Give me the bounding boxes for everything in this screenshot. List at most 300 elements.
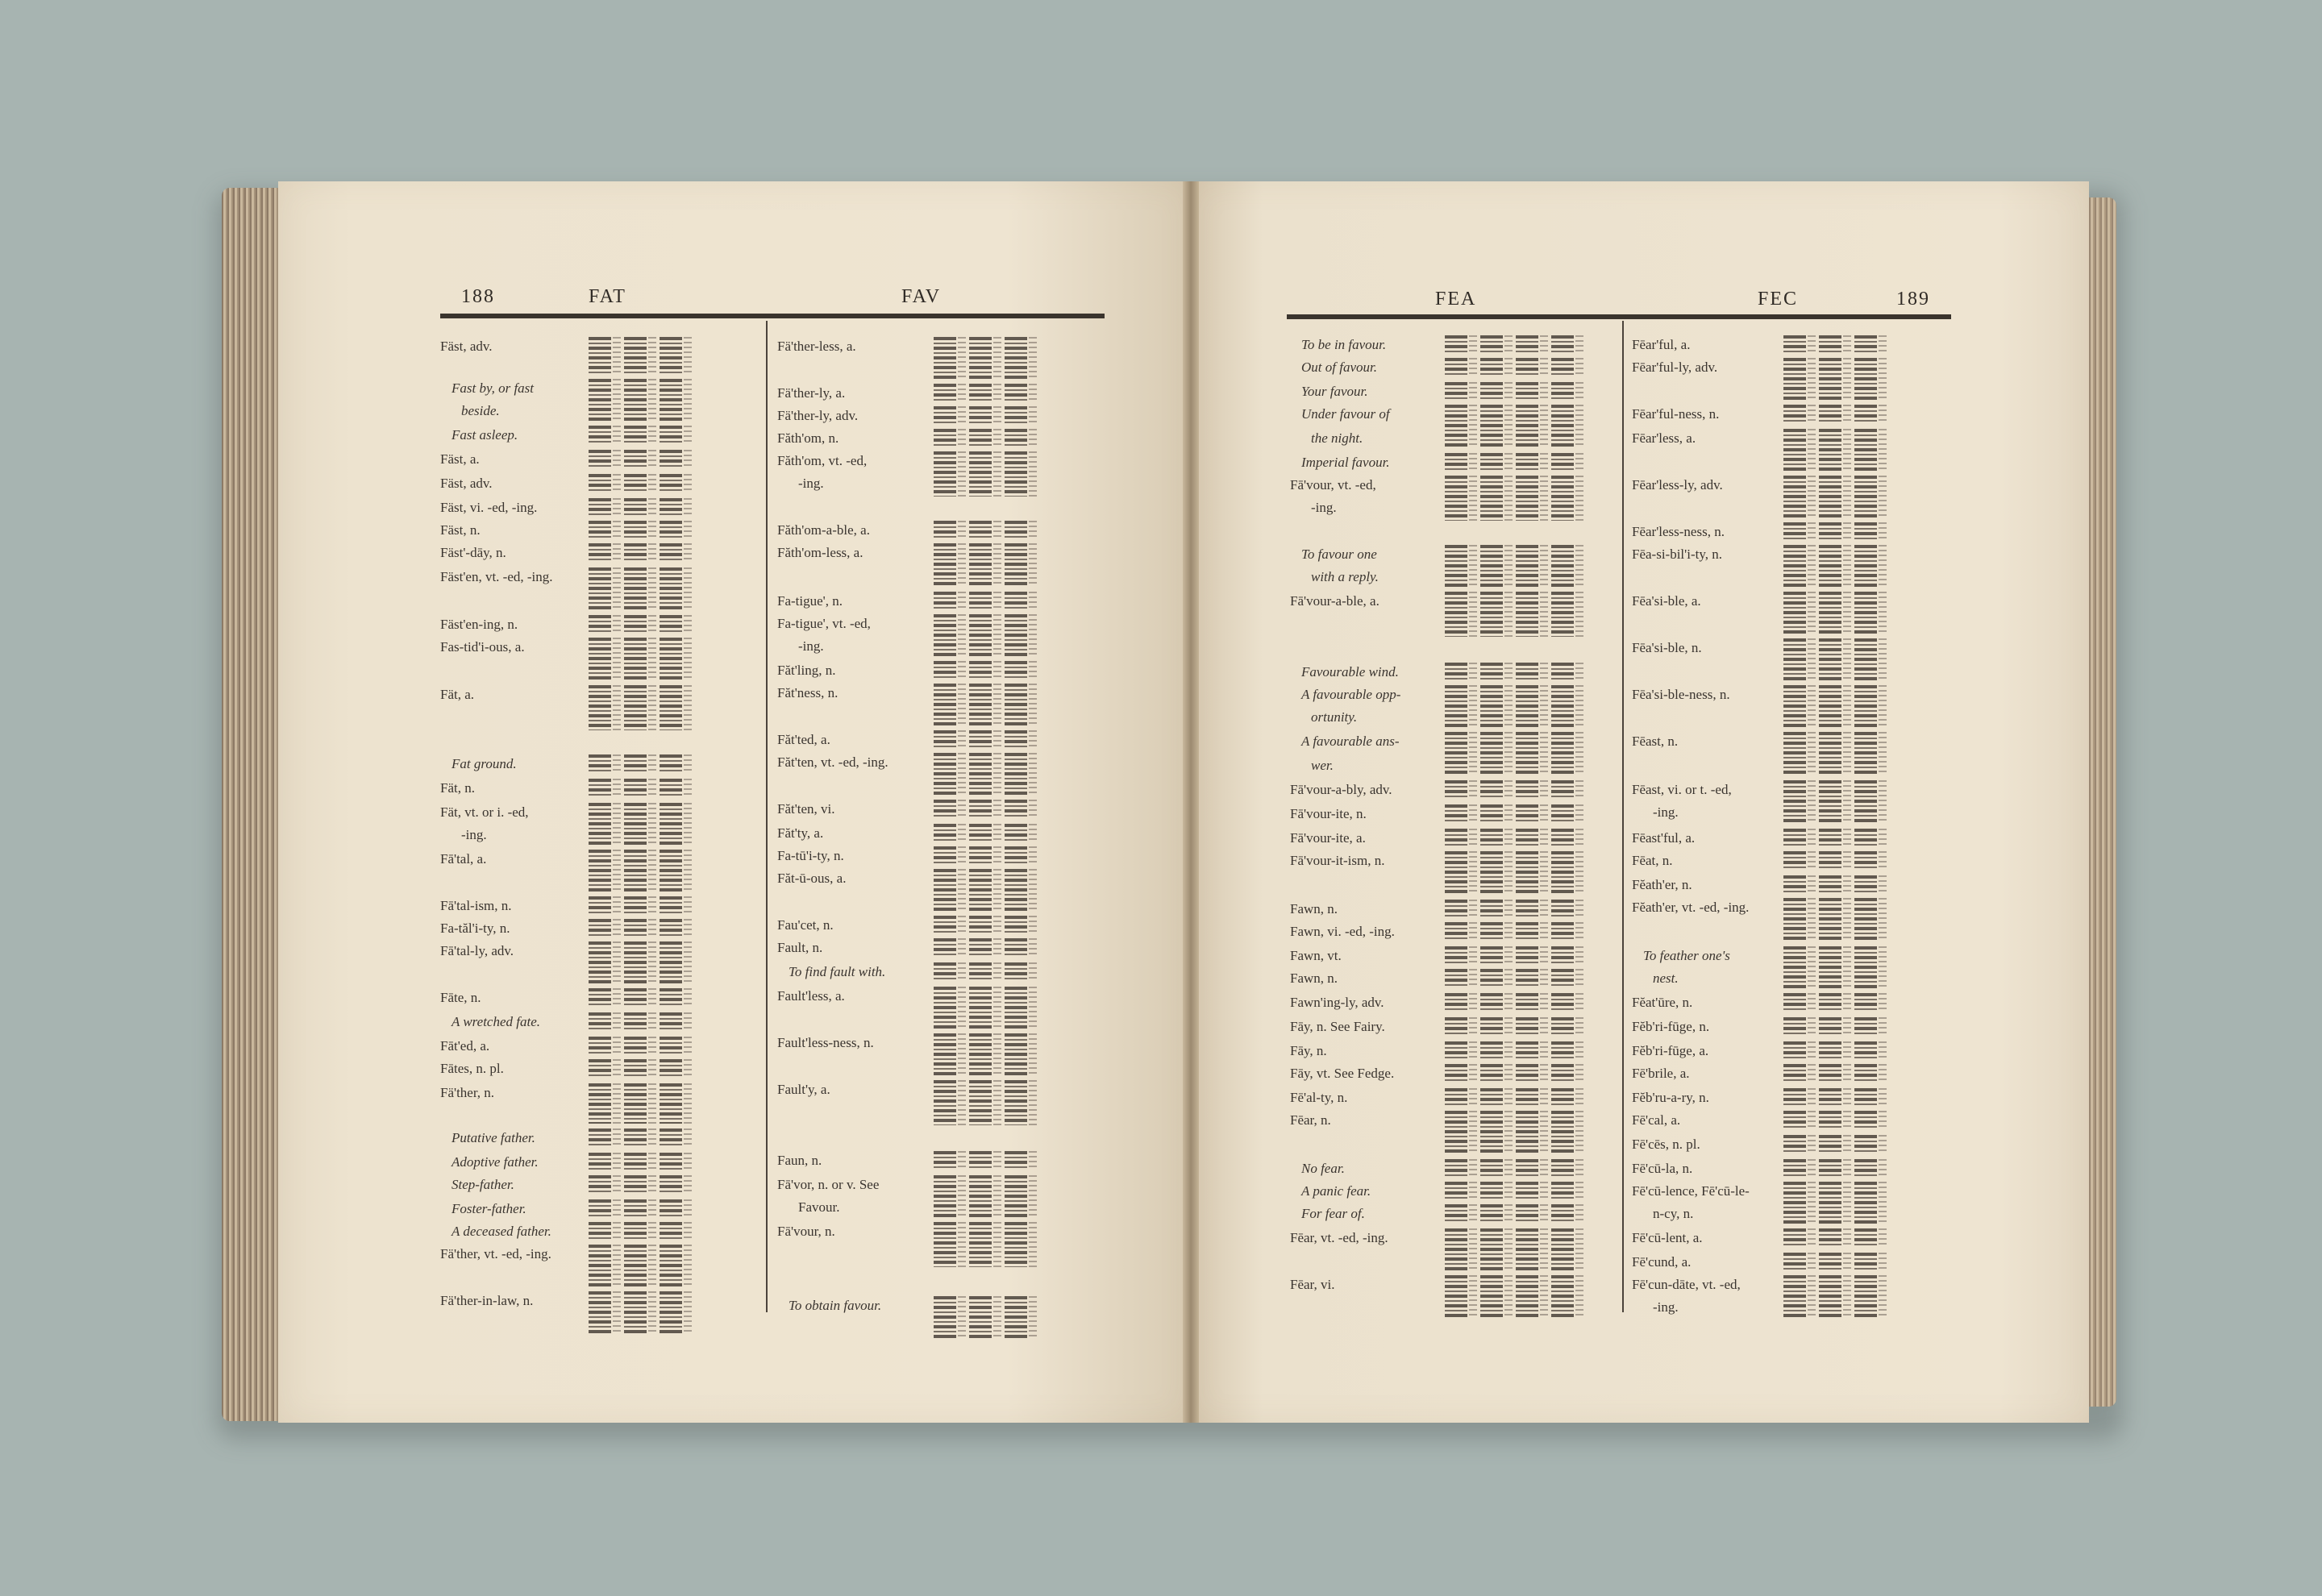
dictionary-headword: Fēast, vi. or t. -ed, [1632,782,1732,797]
japanese-gloss-text [624,1037,647,1056]
dictionary-headword: Fawn'ing-ly, adv. [1290,995,1384,1010]
japanese-gloss-text [1516,900,1538,919]
dictionary-headword: Fäst, a. [440,451,480,467]
japanese-gloss-text [1551,922,1574,941]
japanese-gloss-text [1551,851,1574,895]
japanese-gloss-text [589,337,611,374]
japanese-gloss-text [1445,1017,1467,1037]
japanese-gloss-text [1819,685,1841,727]
japanese-gloss-text [1516,592,1538,637]
japanese-gloss-text [660,567,682,610]
japanese-gloss-text [624,543,647,563]
left-page [278,181,1189,1423]
japanese-gloss-text [624,754,647,774]
dictionary-headword: Fē'cun-dāte, vt. -ed, [1632,1277,1741,1292]
japanese-gloss-text [1854,545,1877,587]
dictionary-headword: Fäst'-dāy, n. [440,545,506,560]
japanese-gloss-text [1480,1088,1503,1108]
japanese-gloss-text [969,962,992,982]
japanese-gloss-text [1480,993,1503,1012]
dictionary-headword: Făt'ty, a. [777,825,824,841]
right-page-number: 189 [1896,289,1930,310]
japanese-gloss-text [1516,732,1538,775]
dictionary-headword: Făt'ten, vt. -ed, -ing. [777,754,888,770]
dictionary-headword: Fēar'ful, a. [1632,337,1691,352]
dictionary-headword: A panic fear. [1301,1183,1371,1199]
japanese-gloss-text [1854,851,1877,871]
dictionary-headword: n-cy, n. [1653,1206,1694,1221]
dictionary-headword: To be in favour. [1301,337,1387,352]
japanese-gloss-text [1819,1111,1841,1130]
dictionary-headword: Fä'ther-ly, a. [777,385,846,401]
japanese-gloss-text [1445,1064,1467,1083]
japanese-gloss-text [624,1153,647,1172]
japanese-gloss-text [624,988,647,1008]
japanese-gloss-text [660,379,682,421]
japanese-gloss-text [1445,993,1467,1012]
japanese-gloss-text [624,638,647,680]
japanese-gloss-text [624,1199,647,1219]
japanese-gloss-text [934,1151,956,1170]
dictionary-headword: -ing. [798,638,824,654]
japanese-gloss-text [660,615,682,634]
japanese-gloss-text [1516,969,1538,988]
japanese-gloss-text [1854,1017,1877,1037]
japanese-gloss-text [1854,1064,1877,1083]
japanese-gloss-text [1005,451,1027,497]
japanese-gloss-text [1516,685,1538,727]
dictionary-headword: Fĕat'ūre, n. [1632,995,1693,1010]
japanese-gloss-text [660,337,682,374]
japanese-gloss-text [1516,1088,1538,1108]
japanese-gloss-text [1819,1088,1841,1108]
japanese-gloss-text [589,543,611,563]
dictionary-headword: Fault'less-ness, n. [777,1035,874,1050]
japanese-gloss-text [1005,962,1027,982]
japanese-gloss-text [1783,780,1806,824]
japanese-gloss-text [589,1059,611,1079]
japanese-gloss-text [969,1080,992,1125]
japanese-gloss-text [624,1059,647,1079]
japanese-gloss-text [624,1012,647,1032]
right-guide-word-first: FEA [1435,289,1477,310]
dictionary-headword: Fau'cet, n. [777,917,834,933]
japanese-gloss-text [1480,335,1503,355]
dictionary-headword: Fāy, n. See Fairy. [1290,1019,1385,1034]
japanese-gloss-text [1480,1182,1503,1201]
japanese-gloss-text [660,803,682,845]
japanese-gloss-text [1445,946,1467,966]
dictionary-headword: Făt'ling, n. [777,663,836,678]
japanese-gloss-text [1005,429,1027,448]
japanese-gloss-text [1551,1228,1574,1270]
japanese-gloss-text [1005,543,1027,587]
japanese-gloss-text [589,638,611,680]
japanese-gloss-text [1854,946,1877,988]
japanese-gloss-text [624,337,647,374]
right-column-divider [1622,321,1624,1312]
japanese-gloss-text [1005,521,1027,540]
dictionary-headword: To find fault with. [789,964,886,979]
japanese-gloss-text [934,962,956,982]
japanese-gloss-text [660,1245,682,1286]
japanese-gloss-text [1854,335,1877,355]
dictionary-headword: Fäst, vi. -ed, -ing. [440,500,538,515]
dictionary-headword: Fēar, n. [1290,1112,1331,1128]
dictionary-headword: Fast asleep. [452,427,518,443]
japanese-gloss-text [934,916,956,935]
japanese-gloss-text [1516,780,1538,800]
japanese-gloss-text [1854,522,1877,542]
japanese-gloss-text [969,987,992,1029]
japanese-gloss-text [1480,545,1503,587]
dictionary-headword: Fā'vour, n. [777,1224,835,1239]
japanese-gloss-text [1516,1017,1538,1037]
japanese-gloss-text [1480,732,1503,775]
japanese-gloss-text [934,753,956,795]
japanese-gloss-text [1516,1204,1538,1224]
dictionary-headword: A favourable opp- [1301,687,1401,702]
japanese-gloss-text [969,800,992,819]
japanese-gloss-text [934,987,956,1029]
dictionary-headword: Fēar'ful-ness, n. [1632,406,1720,422]
japanese-gloss-text [934,429,956,448]
page-edges-right [2089,197,2116,1407]
japanese-gloss-text [1516,453,1538,472]
japanese-gloss-text [1783,335,1806,355]
japanese-gloss-text [934,824,956,843]
japanese-gloss-text [1480,1159,1503,1178]
dictionary-headword: Fault, n. [777,940,823,955]
japanese-gloss-text [1551,453,1574,472]
japanese-gloss-text [1480,829,1503,848]
japanese-gloss-text [1005,753,1027,795]
japanese-gloss-text [1480,1275,1503,1319]
dictionary-headword: Out of favour. [1301,360,1377,375]
japanese-gloss-text [1783,829,1806,848]
japanese-gloss-text [660,896,682,916]
dictionary-headword: Fät, a. [440,687,475,702]
japanese-gloss-text [1819,429,1841,471]
japanese-gloss-text [934,1222,956,1267]
japanese-gloss-text [1516,1275,1538,1319]
japanese-gloss-text [969,384,992,403]
dictionary-headword: Fē'cund, a. [1632,1254,1692,1270]
japanese-gloss-text [1819,1182,1841,1224]
japanese-gloss-text [624,896,647,916]
dictionary-headword: Fĕb'ru-a-ry, n. [1632,1090,1709,1105]
japanese-gloss-text [1551,663,1574,682]
dictionary-headword: Fēat, n. [1632,853,1673,868]
japanese-gloss-text [1783,405,1806,424]
japanese-gloss-text [1480,663,1503,682]
japanese-gloss-text [589,1153,611,1172]
japanese-gloss-text [589,850,611,892]
japanese-gloss-text [1819,335,1841,355]
dictionary-headword: Fĕath'er, vt. -ed, -ing. [1632,900,1750,915]
japanese-gloss-text [1854,1111,1877,1130]
japanese-gloss-text [1551,1159,1574,1178]
japanese-gloss-text [1854,1228,1877,1248]
japanese-gloss-text [1551,780,1574,800]
left-guide-word-last: FAV [901,286,942,307]
japanese-gloss-text [1005,1151,1027,1170]
japanese-gloss-text [1445,382,1467,401]
japanese-gloss-text [969,1222,992,1267]
japanese-gloss-text [1516,405,1538,448]
japanese-gloss-text [624,615,647,634]
japanese-gloss-text [969,521,992,540]
dictionary-headword: Fēa'si-ble, n. [1632,640,1702,655]
dictionary-headword: Fault'y, a. [777,1082,830,1097]
japanese-gloss-text [1783,851,1806,871]
japanese-gloss-text [1445,685,1467,727]
japanese-gloss-text [1480,592,1503,637]
japanese-gloss-text [1819,638,1841,680]
japanese-gloss-text [1854,898,1877,941]
japanese-gloss-text [1854,780,1877,824]
dictionary-headword: beside. [461,403,500,418]
japanese-gloss-text [1783,732,1806,775]
japanese-gloss-text [1480,1111,1503,1154]
japanese-gloss-text [1854,592,1877,634]
dictionary-headword: Step-father. [452,1177,514,1192]
dictionary-headword: Fēa'si-ble, a. [1632,593,1701,609]
dictionary-headword: Făt'ten, vi. [777,801,835,817]
japanese-gloss-text [1445,453,1467,472]
japanese-gloss-text [624,450,647,469]
japanese-gloss-text [1516,382,1538,401]
japanese-gloss-text [1819,851,1841,871]
dictionary-headword: Fēar, vt. -ed, -ing. [1290,1230,1388,1245]
dictionary-headword: Foster-father. [452,1201,526,1216]
dictionary-headword: Fawn, n. [1290,901,1338,916]
japanese-gloss-text [1445,922,1467,941]
japanese-gloss-text [660,941,682,983]
japanese-gloss-text [660,1175,682,1195]
japanese-gloss-text [1005,614,1027,656]
dictionary-headword: To obtain favour. [789,1298,882,1313]
dictionary-headword: A wretched fate. [452,1014,541,1029]
right-page-header [0,289,2322,321]
japanese-gloss-text [660,521,682,540]
japanese-gloss-text [1783,1111,1806,1130]
japanese-gloss-text [1480,1064,1503,1083]
japanese-gloss-text [969,429,992,448]
japanese-gloss-text [1854,1088,1877,1108]
japanese-gloss-text [1819,829,1841,848]
japanese-gloss-text [934,384,956,403]
japanese-gloss-text [589,1128,611,1148]
japanese-gloss-text [1819,946,1841,988]
japanese-gloss-text [969,661,992,680]
japanese-gloss-text [1551,1088,1574,1108]
dictionary-headword: Fawn, n. [1290,970,1338,986]
dictionary-headword: Fawn, vi. -ed, -ing. [1290,924,1395,939]
japanese-gloss-text [589,919,611,938]
japanese-gloss-text [589,1245,611,1286]
japanese-gloss-text [624,426,647,445]
japanese-gloss-text [660,919,682,938]
dictionary-headword: Fā'vour-ite, n. [1290,806,1367,821]
dictionary-headword: Fēast'ful, a. [1632,830,1696,846]
japanese-gloss-text [1516,358,1538,377]
dictionary-headword: Fēast, n. [1632,734,1679,749]
dictionary-headword: wer. [1311,758,1334,773]
japanese-gloss-text [1480,382,1503,401]
japanese-gloss-text [1783,1253,1806,1272]
dictionary-headword: Fēar'less-ly, adv. [1632,477,1723,493]
japanese-gloss-text [589,1291,611,1335]
japanese-gloss-text [1480,453,1503,472]
dictionary-headword: Fas-tid'i-ous, a. [440,639,525,655]
dictionary-headword: A deceased father. [452,1224,551,1239]
dictionary-headword: Fāt'ed, a. [440,1038,490,1054]
japanese-gloss-text [1445,476,1467,521]
dictionary-headword: Fā'vour-ite, a. [1290,830,1366,846]
japanese-gloss-text [660,1012,682,1032]
dictionary-headword: -ing. [1311,500,1337,515]
japanese-gloss-text [1005,1296,1027,1340]
japanese-gloss-text [660,426,682,445]
japanese-gloss-text [1783,1064,1806,1083]
dictionary-headword: -ing. [461,827,487,842]
japanese-gloss-text [1783,1088,1806,1108]
japanese-gloss-text [1480,358,1503,377]
japanese-gloss-text [589,1083,611,1124]
japanese-gloss-text [589,754,611,774]
dictionary-headword: Fā'tal-ly, adv. [440,943,514,958]
japanese-gloss-text [660,1083,682,1124]
japanese-gloss-text [1783,1041,1806,1061]
japanese-gloss-text [1783,875,1806,895]
japanese-gloss-text [1516,829,1538,848]
japanese-gloss-text [969,938,992,958]
japanese-gloss-text [1551,335,1574,355]
japanese-gloss-text [1783,1275,1806,1319]
japanese-gloss-text [969,451,992,497]
japanese-gloss-text [660,543,682,563]
japanese-gloss-text [934,521,956,540]
japanese-gloss-text [1551,1111,1574,1154]
japanese-gloss-text [1551,1204,1574,1224]
japanese-gloss-text [1551,685,1574,727]
japanese-gloss-text [1005,1175,1027,1217]
japanese-gloss-text [969,614,992,656]
dictionary-headword: Făt'ness, n. [777,685,838,700]
japanese-gloss-text [1854,1275,1877,1319]
japanese-gloss-text [1854,638,1877,680]
japanese-gloss-text [1819,476,1841,517]
japanese-gloss-text [660,450,682,469]
japanese-gloss-text [934,451,956,497]
japanese-gloss-text [1480,1041,1503,1061]
japanese-gloss-text [1445,1159,1467,1178]
dictionary-headword: Fa-tū'i-ty, n. [777,848,844,863]
dictionary-headword: Faun, n. [777,1153,822,1168]
dictionary-headword: Fat ground. [452,756,517,771]
japanese-gloss-text [589,426,611,445]
japanese-gloss-text [624,919,647,938]
japanese-gloss-text [660,850,682,892]
japanese-gloss-text [1445,780,1467,800]
japanese-gloss-text [969,824,992,843]
japanese-gloss-text [1783,1017,1806,1037]
japanese-gloss-text [660,1222,682,1241]
japanese-gloss-text [934,1175,956,1217]
japanese-gloss-text [1551,732,1574,775]
dictionary-headword: ortunity. [1311,709,1358,725]
japanese-gloss-text [1854,732,1877,775]
japanese-gloss-text [934,684,956,725]
japanese-gloss-text [1005,337,1027,379]
japanese-gloss-text [1551,1182,1574,1201]
japanese-gloss-text [1445,405,1467,448]
dictionary-headword: Fast by, or fast [452,380,535,396]
japanese-gloss-text [934,337,956,379]
dictionary-headword: Fē'cū-lent, a. [1632,1230,1703,1245]
japanese-gloss-text [1480,969,1503,988]
dictionary-headword: Fā'vour-it-ism, n. [1290,853,1385,868]
dictionary-headword: Favourable wind. [1301,664,1399,680]
dictionary-headword: Putative father. [452,1130,535,1145]
dictionary-headword: Fät, vt. or i. -ed, [440,804,529,820]
japanese-gloss-text [1551,405,1574,448]
japanese-gloss-text [1783,1182,1806,1224]
japanese-gloss-text [1005,1080,1027,1125]
japanese-gloss-text [1551,993,1574,1012]
japanese-gloss-text [1854,476,1877,517]
japanese-gloss-text [1005,406,1027,426]
japanese-gloss-text [1445,335,1467,355]
japanese-gloss-text [934,869,956,911]
japanese-gloss-text [1783,946,1806,988]
dictionary-headword: Fät, n. [440,780,475,796]
dictionary-headword: Fēar'less, a. [1632,430,1696,446]
japanese-gloss-text [660,988,682,1008]
japanese-gloss-text [1783,522,1806,542]
japanese-gloss-text [1551,1017,1574,1037]
dictionary-headword: Fē'cēs, n. pl. [1632,1137,1700,1152]
japanese-gloss-text [1551,900,1574,919]
japanese-gloss-text [660,1199,682,1219]
dictionary-headword: Fē'cū-la, n. [1632,1161,1693,1176]
japanese-gloss-text [934,614,956,656]
japanese-gloss-text [660,638,682,680]
japanese-gloss-text [624,521,647,540]
dictionary-headword: Fēar, vi. [1290,1277,1335,1292]
dictionary-headword: Fäst, n. [440,522,481,538]
japanese-gloss-text [1445,592,1467,637]
japanese-gloss-text [589,1199,611,1219]
japanese-gloss-text [934,846,956,866]
japanese-gloss-text [1445,1088,1467,1108]
japanese-gloss-text [1551,358,1574,377]
japanese-gloss-text [969,869,992,911]
japanese-gloss-text [1445,663,1467,682]
dictionary-headword: Făt-ū-ous, a. [777,871,847,886]
page-edges-left [222,188,286,1421]
dictionary-headword: -ing. [798,476,824,491]
dictionary-headword: -ing. [1653,1299,1679,1315]
japanese-gloss-text [1516,922,1538,941]
japanese-gloss-text [1005,869,1027,911]
dictionary-headword: Fa-tăl'i-ty, n. [440,921,510,936]
japanese-gloss-text [1445,358,1467,377]
japanese-gloss-text [1516,476,1538,521]
japanese-gloss-text [1445,851,1467,895]
japanese-gloss-text [660,1059,682,1079]
